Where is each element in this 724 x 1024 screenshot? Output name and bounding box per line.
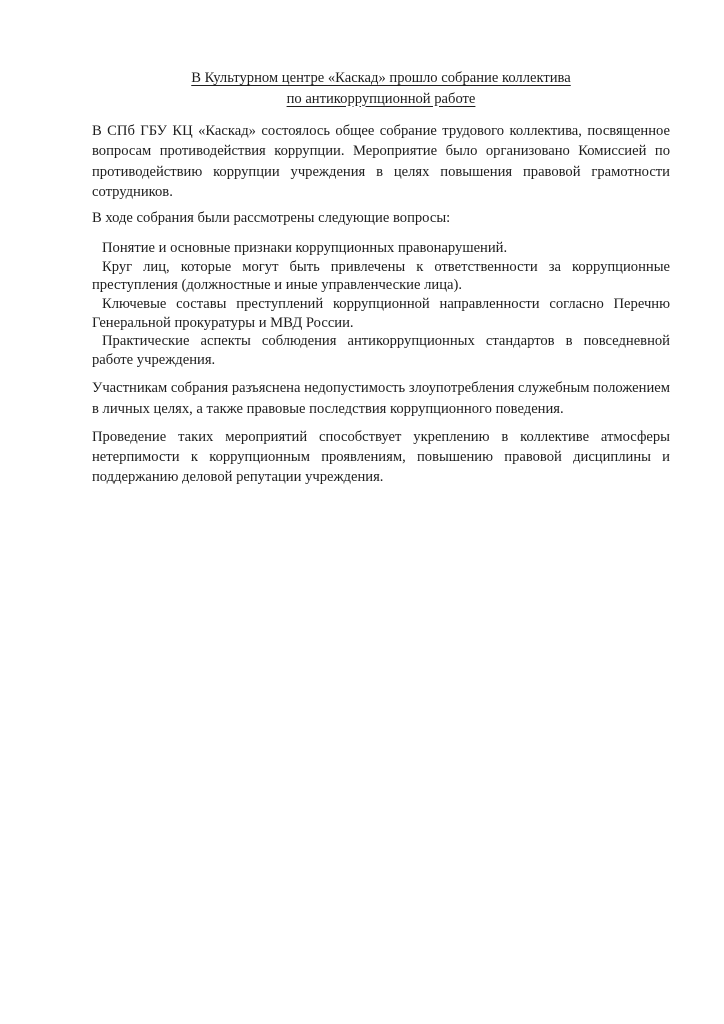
conclusion-paragraph: Проведение таких мероприятий способствует укреплению в коллективе атмосферы нетерпимости к коррупционным проявлениям, повышению правовой дисциплины и поддержанию деловой репутации учреждения.: [92, 428, 670, 486]
agenda-item-2: Круг лиц, которые могут быть привлечены к ответственности за коррупционные преступления (должностные и иные управленческие лица).: [92, 258, 670, 294]
title-row-2: [92, 89, 670, 110]
document-title: [92, 68, 670, 109]
agenda-item-3: Ключевые составы преступлений коррупционной направленности согласно Перечню Генеральной прокуратуры и МВД России.: [92, 295, 670, 331]
intro-paragraph: В СПб ГБУ КЦ «Каскад» состоялось общее собрание трудового коллектива, посвященное вопросам противодействия коррупции. Мероприятие было организовано Комиссией по противодействию коррупции учреждения в целях повышения правовой грамотности сотрудников.: [92, 123, 670, 200]
agenda-item-4: Практические аспекты соблюдения антикоррупционных стандартов в повседневной работе учреждения.: [92, 333, 670, 368]
title-line-1: В Культурном центре «Каскад» прошло собрание коллектива: [191, 70, 571, 86]
title-row-1: [92, 68, 670, 89]
document-content: [92, 68, 670, 487]
outcome-paragraph: Участникам собрания разъяснена недопустимость злоупотребления служебным положением в личных целях, а также правовые последствия коррупционного поведения.: [92, 380, 670, 417]
agenda-item-1: Понятие и основные признаки коррупционных правонарушений.: [102, 240, 508, 257]
agenda-lead-paragraph: В ходе собрания были рассмотрены следующие вопросы:: [92, 210, 451, 226]
agenda-list: [92, 239, 670, 369]
title-line-2: по антикоррупционной работе: [286, 90, 476, 107]
